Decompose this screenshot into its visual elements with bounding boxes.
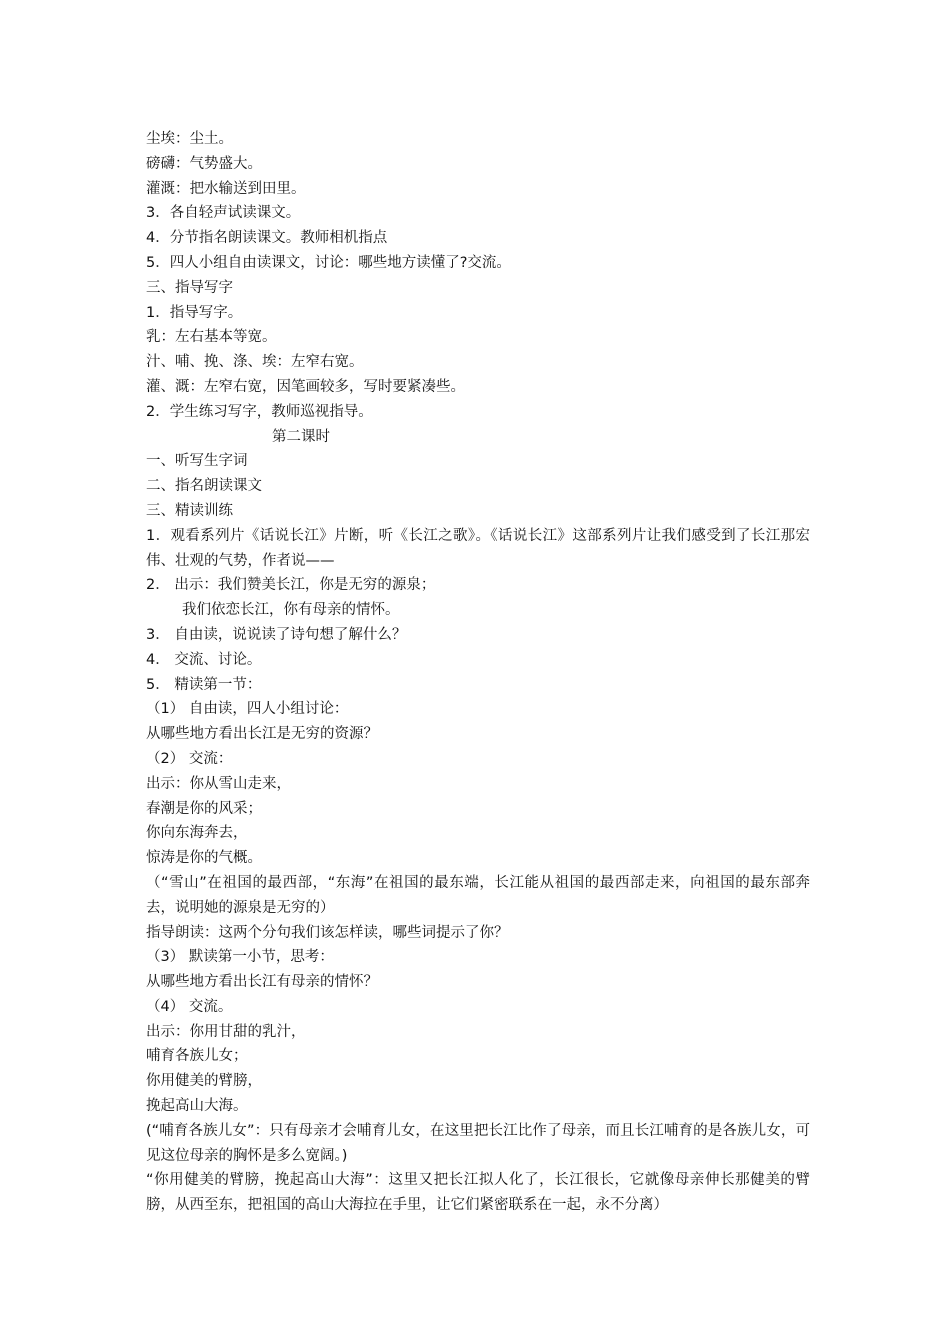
step-line: 2．学生练习写字，教师巡视指导。 <box>146 403 373 420</box>
step-line: 3． 自由读，说说读了诗句想了解什么？ <box>146 626 407 643</box>
lesson-title: 第二课时 <box>272 428 330 445</box>
writing-note: 汁、哺、挽、涤、埃：左窄右宽。 <box>146 354 364 371</box>
sub-step-line: （4） 交流。 <box>146 998 233 1015</box>
question-line: 从哪些地方看出长江是无穷的资源？ <box>146 726 378 743</box>
document-body <box>146 127 810 1218</box>
poem-line: 我们依恋长江，你有母亲的情怀。 <box>182 602 400 619</box>
sub-step-line: （3） 默读第一小节，思考： <box>146 949 334 966</box>
question-line: 从哪些地方看出长江有母亲的情怀？ <box>146 974 378 991</box>
section-heading: 二、指名朗读课文 <box>146 478 262 495</box>
section-heading: 三、精读训练 <box>146 502 233 519</box>
paragraph: (“哺育各族儿女”：只有母亲才会哺育儿女，在这里把长江比作了母亲，而且长江哺育的是各族儿女，可见这位母亲的胸怀是多么宽阔。) <box>146 1122 810 1164</box>
writing-note: 灌、溉：左窄右宽，因笔画较多，写时要紧凑些。 <box>146 378 465 395</box>
paragraph: “你用健美的臂膀，挽起高山大海”：这里又把长江拟人化了，长江很长，它就像母亲伸长那健美的臂膀，从西至东，把祖国的高山大海拉在手里，让它们紧密联系在一起，永不分离） <box>146 1172 810 1214</box>
vocab-line: 尘埃：尘土。 <box>146 131 233 147</box>
step-line: 2． 出示：我们赞美长江，你是无穷的源泉； <box>146 577 436 594</box>
step-line: 5． 精读第一节： <box>146 676 262 693</box>
poem-line: 你用健美的臂膀， <box>146 1073 262 1090</box>
paragraph: 1．观看系列片《话说长江》片断，听《长江之歌》。《话说长江》这部系列片让我们感受到了长江那宏伟、壮观的气势，作者说—— <box>146 527 810 569</box>
poem-line: 春潮是你的风采； <box>146 800 262 817</box>
poem-line: 挽起高山大海。 <box>146 1098 248 1115</box>
poem-line: 你向东海奔去， <box>146 825 248 842</box>
poem-line: 惊涛是你的气概。 <box>146 850 262 867</box>
step-line: 5．四人小组自由读课文，讨论：哪些地方读懂了?交流。 <box>146 254 511 271</box>
step-line: 1．指导写字。 <box>146 304 243 321</box>
paragraph: （“雪山”在祖国的最西部，“东海”在祖国的最东端，长江能从祖国的最西部走来，向祖国的最东部奔去，说明她的源泉是无穷的） <box>146 874 810 916</box>
poem-line: 出示：你用甘甜的乳汁， <box>146 1023 306 1040</box>
section-heading: 三、指导写字 <box>146 279 233 296</box>
poem-line: 出示：你从雪山走来， <box>146 775 291 792</box>
guidance-line: 指导朗读：这两个分句我们该怎样读，哪些词提示了你？ <box>146 924 509 941</box>
poem-line: 哺育各族儿女； <box>146 1048 248 1065</box>
vocab-line: 灌溉：把水输送到田里。 <box>146 180 306 197</box>
sub-step-line: （2） 交流： <box>146 750 233 767</box>
vocab-line: 磅礴：气势盛大。 <box>146 155 262 172</box>
writing-note: 乳：左右基本等宽。 <box>146 329 277 346</box>
step-line: 3．各自轻声试读课文。 <box>146 205 301 222</box>
step-line: 4． 交流、讨论。 <box>146 651 262 668</box>
section-heading: 一、听写生字词 <box>146 453 248 470</box>
step-line: 4．分节指名朗读课文。教师相机指点 <box>146 230 388 247</box>
sub-step-line: （1） 自由读，四人小组讨论： <box>146 701 349 718</box>
